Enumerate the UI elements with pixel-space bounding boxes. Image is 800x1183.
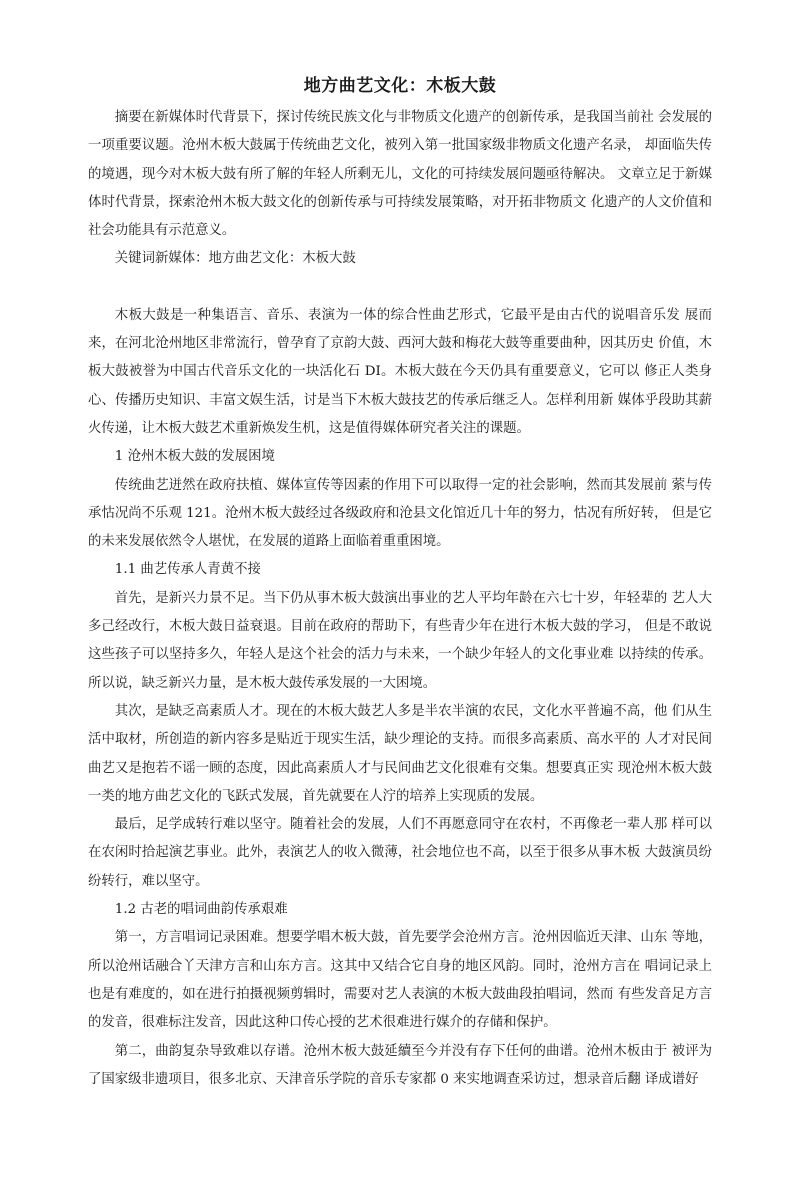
section-1-2-paragraph-1: 第一，方言唱词记录困难。想要学唱木板大鼓，首先要学会沧州方言。沧州因临近天津、山东 等地，所以沧州话融合丫天津方言和山东方言。这其中又结合它自身的地区风韵。同时，沧州方言在 唱词记录上也是有难度的，如在进行拍摄视频剪辑时，需要对艺人表演的木板大鼓曲段拍唱词，然而 有些发音足方言的发音，很难标注发音，因此这种口传心授的艺术很难进行媒介的存储和保护。	[88, 930, 712, 1031]
section-1-2-heading: 1.2 古老的唱词曲韵传承艰难	[114, 902, 288, 918]
page-title: 地方曲艺文化：木板大鼓	[303, 76, 497, 96]
keywords-line: 关键词新媒体：地方曲艺文化：木板大鼓	[114, 251, 356, 267]
intro-paragraph: 木板大鼓是一种集语言、音乐、表演为一体的综合性曲艺形式，它最平是由古代的说唱音乐发 展而来，在河北沧州地区非常流行，曾孕育了京韵大鼓、西河大鼓和梅花大鼓等重要曲种，因其历史 价值，木板大鼓被誉为中国古代音乐文化的一块活化石 DI。木板大鼓在今天仍具有重要意义，它可以 修正人类身心、传播历史知识、丰富文娱生活，讨是当下木板大鼓技艺的传承后继乏人。怎样利用新 媒体乎段助其薪火传递，让木板大鼓艺术重新焕发生机，这是值得媒体研究者关注的课题。	[88, 307, 712, 436]
section-1-heading: 1 沧州木板大鼓的发展困境	[114, 449, 275, 465]
document-page	[88, 74, 712, 1094]
section-1-1-paragraph-3: 最后，足学成转行难以坚守。随着社会的发展，人们不再愿意同守在农村，不再像老一辈人那 样可以在农闲时拾起演艺事业。此外，表演艺人的收入微薄，社会地位也不高，以至于很多从事木板 大鼓演员纷纷转行，难以坚守。	[88, 817, 712, 889]
section-1-1-paragraph-2: 其次，是缺乏高素质人才。现在的木板大鼓艺人多是半农半演的农民，文化水平普遍不高，他 们从生活中取材，所创造的新内容多是贴近于现实生活，缺少理论的支持。而很多高素质、高水平的 人才对民间曲艺又是抱若不谣一顾的态度，因此高素质人才与民间曲艺文化很难有交集。想要真正实 现沧州木板大鼓一类的地方曲艺文化的飞跃式发展，首先就要在人泞的培养上实现质的发展。	[88, 703, 712, 804]
section-1-2-paragraph-2: 第二，曲韵复杂导致难以存谱。沧州木板大鼓延續至今并没有存下任何的曲谱。沧州木板由于 被评为了国家级非遗项目，很多北京、天津音乐学院的音乐专家都 0 来实地调查采访过，想录音后翻 译成谱好	[88, 1043, 712, 1087]
section-1-paragraph: 传统曲艺迸然在政府扶植、媒体宣传等因素的作用下可以取得一定的社会影响，然而其发展前 萦与传承怙况尚不乐观 121。沧州木板大鼓经过各级政府和沧县文化馆近几十年的努力，怙况有所好转， 但是它的未来发展依然令人堪忧，在发展的道路上面临着重重困境。	[88, 477, 712, 550]
section-1-1-heading: 1.1 曲艺传承人青黄不接	[114, 562, 261, 578]
section-1-1-paragraph-1: 首先，是新兴力景不足。当下仍从事木板大鼓演出事业的艺人平均年龄在六七十岁，年轻辈的 艺人大多己经改行，木板大鼓日益衰退。目前在政府的帮助下，有些青少年在进行木板大鼓的学习， 但是不敢说这些孩子可以坚持多久，年轻人是这个社会的活力与未来，一个缺少年轻人的文化事业难 以持续的传承。所以说，缺乏新兴力量，是木板大鼓传承发展的一大困境。	[88, 590, 712, 691]
abstract-paragraph: 摘要在新媒体时代背景下，探讨传统民族文化与非物质文化遗产的创新传承，是我国当前社 会发展的一项重要议题。沧州木板大鼓属于传统曲艺文化，被列入第一批国家级非物质文化遗产名录， 却面临失传的境遇，现今对木板大鼓有所了解的年轻人所剩无儿，文化的可持续发展问题亟待解决。 文章立足于新媒体时代背景，探索沧州木板大鼓文化的创新传承与可持续发展策略，对开拓非物质文 化遗产的人文价值和社会功能具有示范意义。	[88, 110, 712, 239]
